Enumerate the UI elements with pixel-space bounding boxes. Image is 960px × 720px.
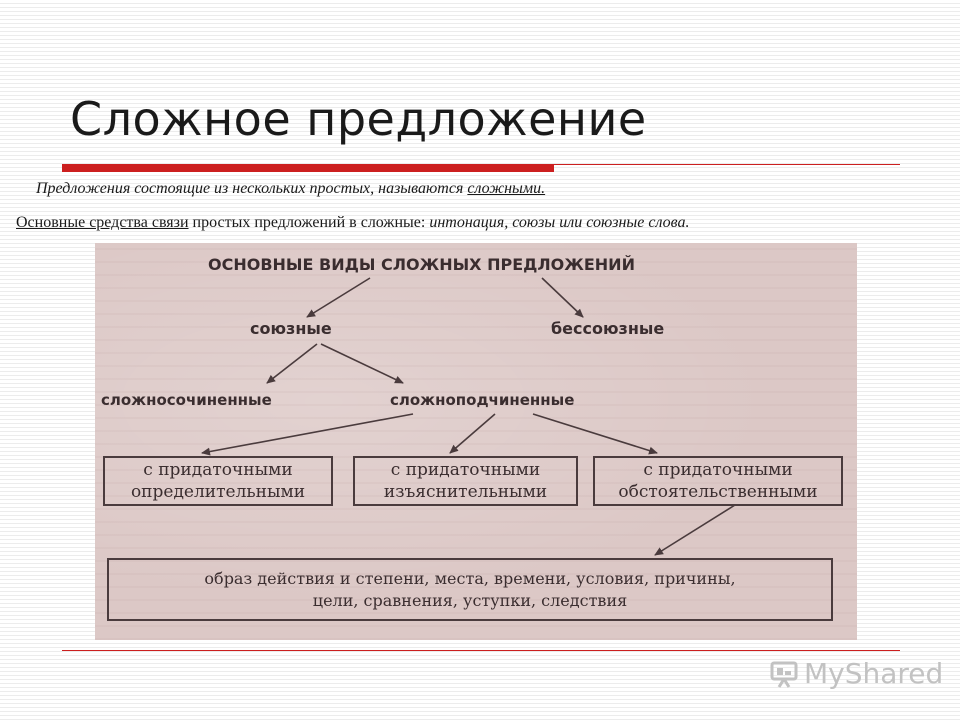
diagram-heading: ОСНОВНЫЕ ВИДЫ СЛОЖНЫХ ПРЕДЛОЖЕНИЙ [208,255,635,274]
watermark [770,657,943,690]
definition-text [36,180,545,198]
presentation-icon [770,660,798,688]
box-explanatory-line1: с придаточными [390,460,541,480]
box-adverbial-line1: с придаточными [643,460,793,480]
arrow-to-conjunctive [307,278,370,317]
arrow-to-complex [321,344,403,383]
footer-line [62,650,900,651]
box-explanatory [353,456,578,506]
box-adverbial-line2: обстоятельственными [618,482,818,502]
node-conjunctive: союзные [250,319,332,338]
arrow-to-explanatory [450,414,495,453]
node-compound: сложносочиненные [101,391,272,409]
arrow-to-adverbial [533,414,657,453]
box-attributive-line2: определительными [130,482,306,502]
adverbial-types-line1: образ действия и степени, места, времени, условия, причины, [204,568,736,588]
means-list: интонация, союзы или союзные слова. [429,214,690,231]
arrow-to-nonconjunctive [542,278,583,317]
definition-body: Предложения состоящие из нескольких простых, называются [36,180,468,197]
title-accent-bar [62,164,554,172]
diagram-photo [95,243,857,640]
means-body: простых предложений в сложные: [188,214,430,231]
box-explanatory-line2: изъяснительными [383,482,548,502]
slide-title: Сложное предложение [70,92,647,146]
arrow-to-adverbial-types [655,505,735,555]
box-adverbial [593,456,843,506]
arrow-to-compound [267,344,317,383]
box-attributive-line1: с придаточными [143,460,293,480]
adverbial-types-line2: цели, сравнения, уступки, следствия [312,590,628,610]
definition-term: сложными. [467,180,546,197]
means-of-connection-text [16,214,689,232]
arrow-to-attributive [202,414,413,453]
node-nonconjunctive: бессоюзные [551,319,665,338]
node-complex: сложноподчиненные [390,391,575,409]
means-label: Основные средства связи [16,214,189,231]
watermark-logo-text: MyShared [804,657,944,690]
box-attributive [103,456,333,506]
box-adverbial-types [107,558,833,621]
